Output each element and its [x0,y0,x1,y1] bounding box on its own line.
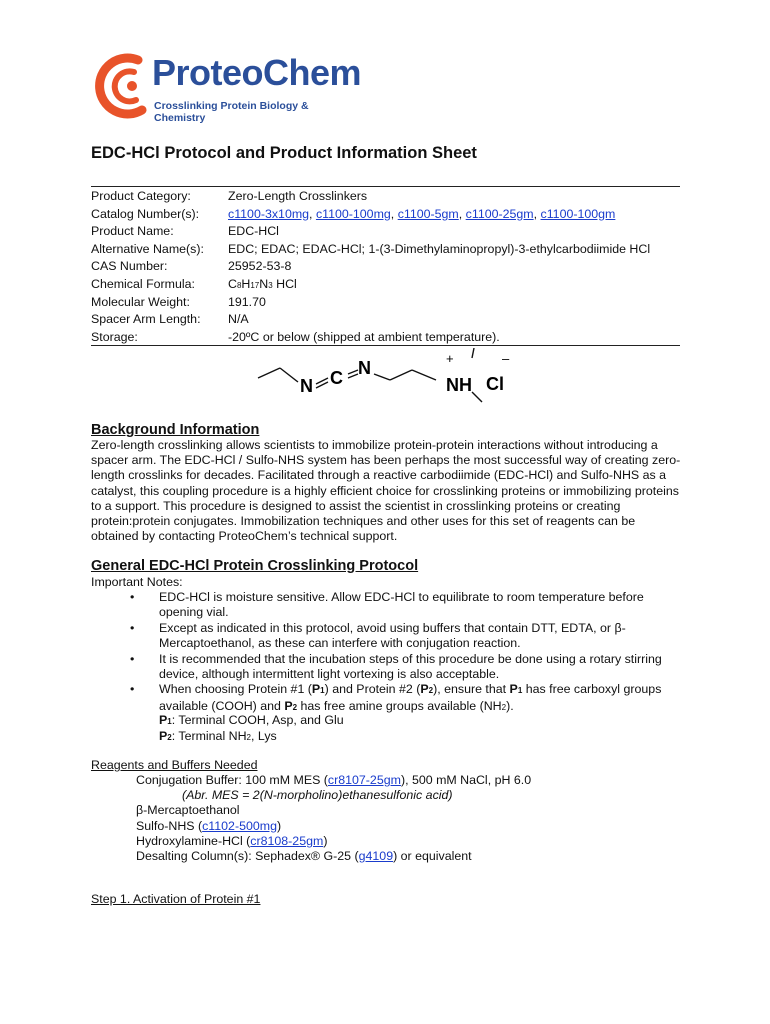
chloride-ion: Cl [486,374,504,394]
info-label: Molecular Weight: [91,294,190,309]
info-label: Product Name: [91,224,174,239]
catalog-link[interactable]: c1100-100gm [540,206,616,221]
chemical-formula: C8H17N3 HCl [228,276,297,291]
mes-abbreviation: (Abr. MES = 2(N-morpholino)ethanesulfonic acid) [182,788,453,803]
background-heading: Background Information [91,422,260,438]
info-row-catalog [91,206,691,224]
list-item: • It is recommended that the incubation steps of this procedure be done using a rotary stirring device, although intermittent light vortexing is also acceptable. [130,651,662,682]
info-label: Storage: [91,329,138,344]
proteochem-logo [90,50,362,124]
info-label: Spacer Arm Length: [91,312,201,327]
info-value: 25952-53-8 [228,259,292,274]
catalog-link[interactable]: c1100-100mg [315,206,391,221]
info-row-mw [91,294,691,312]
nitrogen-atom: N [358,358,371,378]
reagents-list [136,773,531,864]
info-row-formula [91,276,691,294]
protein-choice-note: When choosing Protein #1 (P1) and Protein #2 (P2), ensure that P1 has free carboxyl groups available (COOH) and P2 has free amine groups available (NH2). [159,682,662,713]
list-item: Sulfo-NHS (c1102-500mg) [136,818,282,833]
list-item: Conjugation Buffer: 100 mM MES (cr8107-25gm), 500 mM NaCl, pH 6.0 [136,773,532,787]
info-label: Product Category: [91,189,191,203]
reagent-link[interactable]: cr8108-25gm [250,833,324,848]
edc-structure-diagram [250,348,530,410]
background-text: Zero-length crosslinking allows scientists to immobilize protein-protein interactions without introducing a spacer arm. The EDC-HCl / Sulfo-NHS system has been perhaps the most successful way of creating zero-length crosslinks for decades. Facilitated through a reactive carbodiimide (EDC-HCl) and Sulfo-NHS as a catalyst, this coupling procedure is a highly efficient choice for crosslinking proteins or immobilizing proteins to a support. This procedure is designed to assist the scientist in crosslinking proteins or creating protein:protein conjugates. Immobilization techniques and other uses for this set of reagents can be obtained by contacting ProteoChem’s technical support. [91,438,681,544]
info-row-storage [91,329,691,347]
reagent-link[interactable]: g4109 [358,849,394,864]
list-item: • Except as indicated in this protocol, avoid using buffers that contain DTT, EDTA, or β-Mercaptoethanol, as these can interfere with conjugation reaction. [130,620,626,651]
protein1-requirement: P1: Terminal COOH, Asp, and Glu [159,713,344,727]
reagent-link[interactable]: c1102-500mg [202,818,277,833]
catalog-link[interactable]: c1100-25gm [465,206,534,221]
list-item: Desalting Column(s): Sephadex® G-25 (g4109) or equivalent [136,849,472,864]
list-item [130,682,690,715]
catalog-links: c1100-3x10mg, c1100-100mg, c1100-5gm, c1100-25gm, c1100-100gm [228,206,616,221]
bullet-icon: • [130,620,135,635]
catalog-link[interactable]: c1100-3x10mg [228,206,310,221]
list-item: Hydroxylamine-HCl (cr8108-25gm) [136,833,328,848]
title-divider [91,186,680,187]
info-label: Catalog Number(s): [91,206,200,221]
info-row-cas [91,258,691,276]
nitrogen-atom: N [300,376,313,396]
info-row-category [91,188,691,206]
list-item: β-Mercaptoethanol [136,803,240,818]
important-notes-label: Important Notes: [91,575,183,589]
info-row-alternative [91,241,691,259]
info-value: -20ºC or below (shipped at ambient temperature). [228,329,500,344]
protein2-requirement: P2: Terminal NH2, Lys [159,729,277,744]
important-notes-list [130,590,690,715]
step1-heading: Step 1. Activation of Protein #1 [91,892,261,906]
info-value: Zero-Length Crosslinkers [228,189,368,203]
positive-charge: + [446,351,454,366]
reagent-link[interactable]: cr8107-25gm [327,773,401,787]
bullet-icon: • [130,590,135,604]
list-item: • EDC-HCl is moisture sensitive. Allow EDC-HCl to equilibrate to room temperature before opening vial. [130,590,644,620]
info-value: EDC-HCl [228,224,279,239]
logo-swirl-icon [90,50,160,122]
info-value: N/A [228,312,249,327]
info-label: Alternative Name(s): [91,241,204,256]
page-title: EDC-HCl Protocol and Product Information Sheet [91,144,477,162]
bullet-icon: • [130,651,135,666]
info-value: 191.70 [228,294,266,309]
carbon-atom: C [330,368,343,388]
bullet-icon: • [130,682,135,697]
catalog-link[interactable]: c1100-5gm [397,206,459,221]
info-row-spacer [91,311,691,329]
reagents-heading: Reagents and Buffers Needed [91,758,258,772]
product-info-table [91,188,691,346]
negative-charge: – [502,351,510,366]
protocol-heading: General EDC-HCl Protein Crosslinking Protocol [91,558,419,574]
info-divider [91,345,680,346]
info-label: Chemical Formula: [91,276,195,291]
protein-requirements [159,713,344,746]
ammonium-group: NH [446,375,472,395]
info-row-name [91,223,691,241]
logo-tagline: Crosslinking Protein Biology & Chemistry [154,100,309,124]
info-value: EDC; EDAC; EDAC-HCl; 1-(3-Dimethylaminopropyl)-3-ethylcarbodiimide HCl [228,241,651,256]
logo-brand-name: ProteoChem [152,52,362,93]
info-label: CAS Number: [91,259,168,274]
